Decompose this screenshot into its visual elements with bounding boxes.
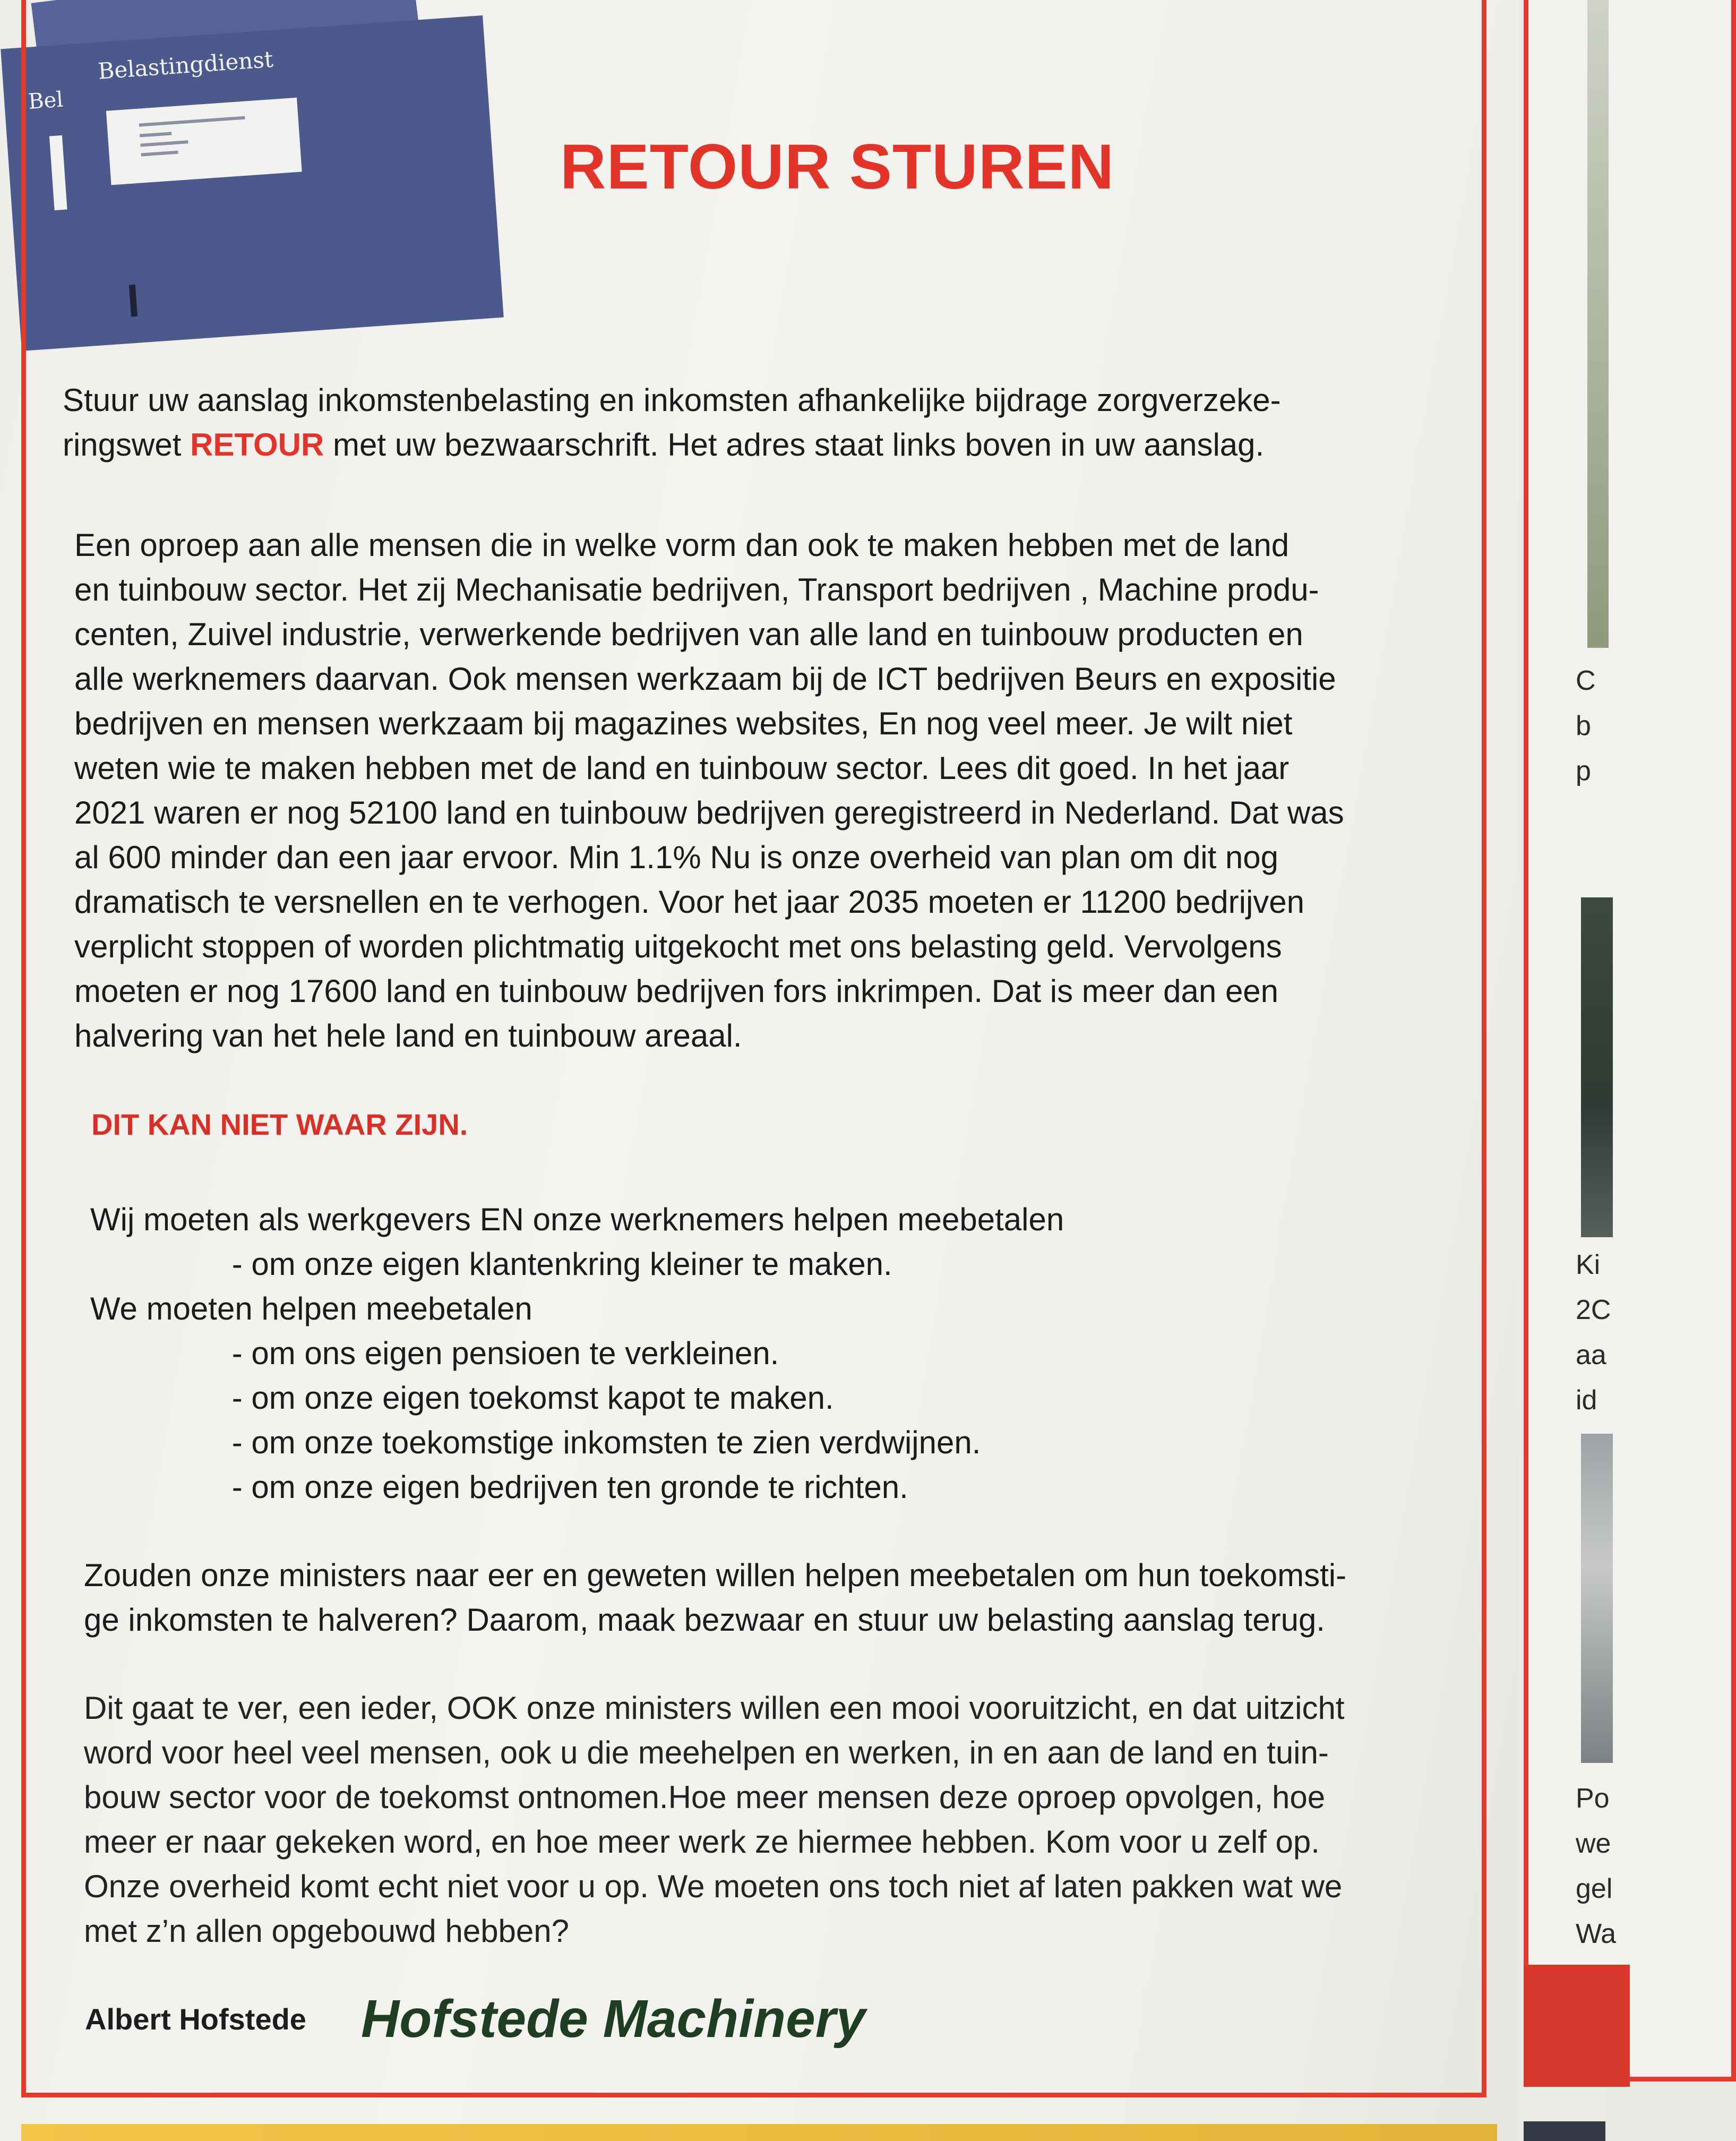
paragraph-2	[84, 1553, 1346, 1642]
p3-line: Dit gaat te ver, een ieder, OOK onze ministers willen een mooi vooruitzicht, en dat uitzicht	[84, 1690, 1345, 1726]
bottom-color-band	[21, 2124, 1497, 2141]
p1-line: Een oproep aan alle mensen die in welke vorm dan ook te maken hebben met de land	[74, 527, 1290, 563]
adjacent-text: gel	[1576, 1873, 1613, 1904]
adjacent-text: 2C	[1576, 1295, 1611, 1325]
intro-line-1: Stuur uw aanslag inkomstenbelasting en inkomsten afhankelijke bijdrage zorgverzeke-	[63, 382, 1281, 418]
intro-paragraph	[63, 378, 1281, 467]
adjacent-text: we	[1576, 1828, 1611, 1859]
adjacent-column	[1518, 0, 1617, 2141]
adjacent-red-block	[1524, 1965, 1630, 2087]
adjacent-text: Wa	[1576, 1919, 1617, 1949]
list-block	[90, 1197, 1064, 1510]
adjacent-text: aa	[1576, 1340, 1606, 1371]
p3-line: word voor heel veel mensen, ook u die meehelpen en werken, in en aan de land en tuin-	[84, 1735, 1329, 1770]
p3-line: met z’n allen opgebouwd hebben?	[84, 1913, 570, 1949]
p1-line: 2021 waren er nog 52100 land en tuinbouw bedrijven geregistreerd in Nederland. Dat was	[74, 795, 1344, 830]
p1-line: moeten er nog 17600 land en tuinbouw bedrijven fors inkrimpen. Dat is meer dan een	[74, 973, 1279, 1009]
headline: DIT KAN NIET WAAR ZIJN.	[91, 1108, 468, 1141]
p3-line: bouw sector voor de toekomst ontnomen.Hoe meer mensen deze oproep opvolgen, hoe	[84, 1779, 1326, 1815]
company-logo: Hofstede Machinery	[361, 1989, 866, 2049]
p3-line: meer er naar gekeken word, en hoe meer werk ze hiermee hebben. Kom voor u zelf op.	[84, 1824, 1320, 1860]
list-intro: Wij moeten als werkgevers EN onze werknemers helpen meebetalen	[90, 1202, 1064, 1237]
adjacent-photo	[1587, 0, 1609, 648]
p1-line: bedrijven en mensen werkzaam bij magazines websites, En nog veel meer. Je wilt niet	[74, 706, 1293, 741]
envelope-logo-partial: Bel	[27, 87, 64, 114]
adjacent-text: Ki	[1576, 1249, 1601, 1280]
intro-line-2a: ringswet	[63, 427, 191, 463]
adjacent-text: Po	[1576, 1783, 1610, 1814]
adjacent-text: C	[1576, 665, 1596, 696]
p1-line: alle werknemers daarvan. Ook mensen werkzaam bij de ICT bedrijven Beurs en expositie	[74, 661, 1336, 697]
signature-name: Albert Hofstede	[85, 2002, 306, 2036]
p1-line: verplicht stoppen of worden plichtmatig uitgekocht met ons belasting geld. Vervolgens	[74, 929, 1282, 964]
adjacent-text: id	[1576, 1385, 1597, 1416]
list-item: - om onze eigen bedrijven ten gronde te richten.	[231, 1469, 908, 1505]
adjacent-photo	[1581, 897, 1613, 1237]
page-title: RETOUR STUREN	[560, 131, 1115, 202]
p1-line: dramatisch te versnellen en te verhogen. Voor het jaar 2035 moeten er 11200 bedrijven	[74, 884, 1305, 920]
p1-line: halvering van het hele land en tuinbouw areaal.	[74, 1018, 742, 1054]
list-item: - om onze toekomstige inkomsten te zien verdwijnen.	[231, 1425, 981, 1460]
paragraph-3	[84, 1686, 1345, 1954]
list-item: - om ons eigen pensioen te verkleinen.	[231, 1335, 779, 1371]
retour-highlight: RETOUR	[190, 427, 324, 463]
p2-line: ge inkomsten te halveren? Daarom, maak bezwaar en stuur uw belasting aanslag terug.	[84, 1602, 1325, 1638]
adjacent-photo	[1581, 1434, 1613, 1763]
p1-line: al 600 minder dan een jaar ervoor. Min 1.1% Nu is onze overheid van plan om dit nog	[74, 840, 1279, 875]
p1-line: centen, Zuivel industrie, verwerkende bedrijven van alle land en tuinbouw producten en	[74, 616, 1303, 652]
bottom-dark-block	[1524, 2121, 1605, 2141]
adjacent-frame	[1524, 0, 1736, 2082]
adjacent-text: b	[1576, 710, 1591, 741]
list-item: - om onze eigen klantenkring kleiner te maken.	[231, 1246, 892, 1282]
p1-line: en tuinbouw sector. Het zij Mechanisatie bedrijven, Transport bedrijven , Machine produ-	[74, 572, 1319, 607]
envelope-logo: Belastingdienst	[97, 46, 274, 84]
p1-line: weten wie te maken hebben met de land en tuinbouw sector. Lees dit goed. In het jaar	[74, 750, 1290, 786]
p2-line: Zouden onze ministers naar eer en geweten willen helpen meebetalen om hun toekomsti-	[84, 1557, 1347, 1593]
adjacent-text: p	[1576, 756, 1591, 786]
p3-line: Onze overheid komt echt niet voor u op. We moeten ons toch niet af laten pakken wat we	[84, 1869, 1343, 1904]
list-intro: We moeten helpen meebetalen	[90, 1291, 532, 1326]
list-item: - om onze eigen toekomst kapot te maken.	[231, 1380, 834, 1416]
intro-line-2b: met uw bezwaarschrift. Het adres staat links boven in uw aanslag.	[324, 427, 1265, 463]
paragraph-1	[74, 523, 1344, 1058]
